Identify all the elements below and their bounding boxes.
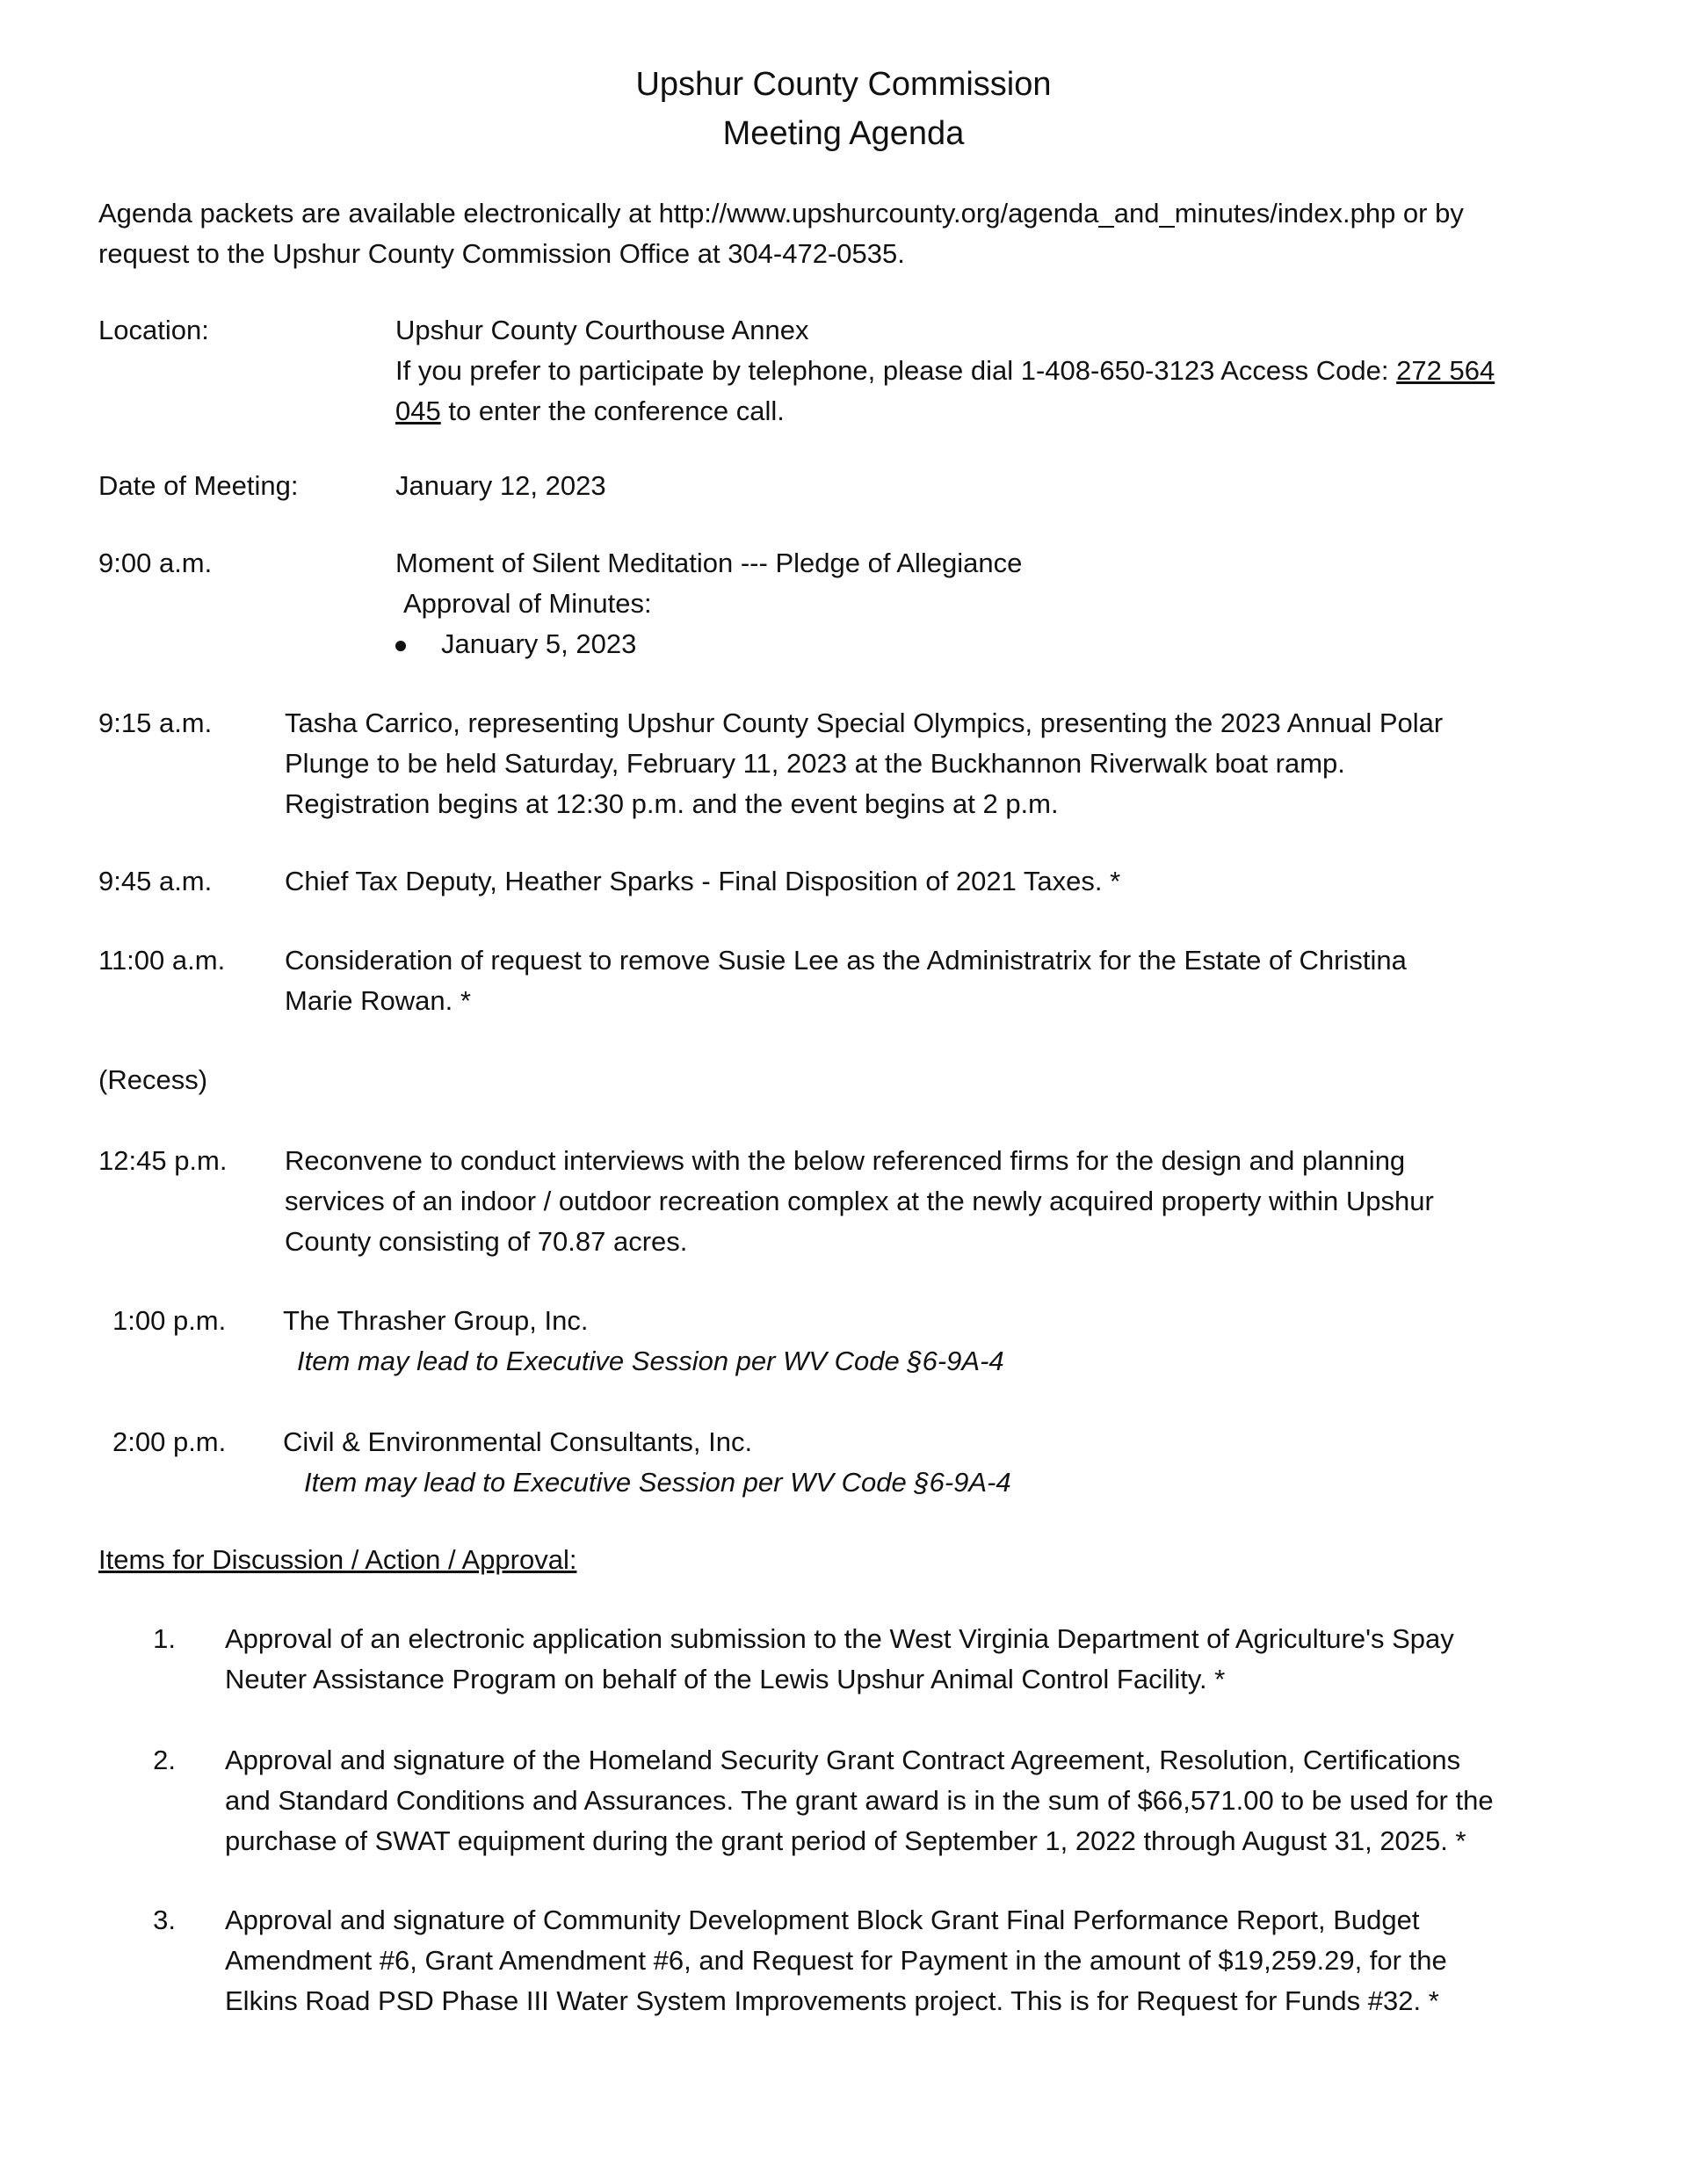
intro-paragraph [98, 193, 1592, 274]
agenda-time: 12:45 p.m. [98, 1145, 228, 1176]
intro-line-1: Agenda packets are available electronically at http://www.upshurcounty.org/agenda_and_minutes/index.php or by [98, 198, 1464, 229]
item-number: 1. [153, 1623, 176, 1654]
agenda-text [285, 940, 1603, 1021]
location-value [395, 310, 1608, 432]
agenda-text [283, 1422, 1601, 1503]
item-number: 3. [153, 1905, 176, 1935]
item-line: Approval and signature of the Homeland Security Grant Contract Agreement, Resolution, Certifications [225, 1745, 1461, 1775]
agenda-item-100 [98, 1301, 1592, 1382]
discussion-heading: Items for Discussion / Action / Approval: [98, 1544, 577, 1575]
bullet-icon [395, 641, 406, 651]
firm-name: Civil & Environmental Consultants, Inc. [283, 1426, 753, 1457]
location-line-2 [395, 351, 1608, 391]
minutes-bullet-item [395, 624, 1608, 664]
item-line: Approval of an electronic application submission to the West Virginia Department of Agriculture's Spay [225, 1623, 1454, 1654]
item-line: Elkins Road PSD Phase III Water System Improvements project. This is for Request for Funds #32. * [225, 1985, 1439, 2016]
location-row [98, 310, 1592, 433]
item-text [225, 1900, 1687, 2021]
item-line: purchase of SWAT equipment during the grant period of September 1, 2022 through August 31, 2025. * [225, 1825, 1466, 1856]
agenda-time: 2:00 p.m. [112, 1426, 227, 1457]
agenda-time: 9:15 a.m. [98, 707, 213, 738]
location-line-1: Upshur County Courthouse Annex [395, 315, 809, 345]
recess-label: (Recess) [98, 1064, 208, 1095]
agenda-time: 9:00 a.m. [98, 548, 213, 578]
agenda-text [283, 1301, 1601, 1382]
agenda-line: Moment of Silent Meditation --- Pledge of Allegiance [395, 548, 1023, 578]
discussion-item-1 [127, 1619, 1620, 1700]
agenda-line: services of an indoor / outdoor recreation complex at the newly acquired property within Upshur [285, 1186, 1434, 1216]
agenda-line: County consisting of 70.87 acres. [285, 1226, 688, 1257]
agenda-time: 9:45 a.m. [98, 866, 213, 896]
agenda-item-200 [98, 1422, 1592, 1503]
discussion-item-3 [127, 1900, 1620, 2023]
date-label: Date of Meeting: [98, 470, 299, 501]
agenda-text [285, 703, 1603, 824]
agenda-line: Plunge to be held Saturday, February 11, 2023 at the Buckhannon Riverwalk boat ramp. [285, 748, 1345, 779]
executive-session-note: Item may lead to Executive Session per WV Code §6-9A-4 [297, 1346, 1004, 1376]
agenda-text [395, 543, 1608, 664]
firm-name: The Thrasher Group, Inc. [283, 1305, 589, 1336]
location-line-3 [395, 391, 1608, 432]
item-text [225, 1740, 1687, 1861]
agenda-text: Chief Tax Deputy, Heather Sparks - Final Disposition of 2021 Taxes. * [285, 866, 1121, 896]
phone-text: If you prefer to participate by telephone, please dial 1-408-650-3123 Access Code: [395, 355, 1397, 386]
agenda-item-900 [98, 543, 1592, 666]
item-line: Approval and signature of Community Development Block Grant Final Performance Report, Budget [225, 1905, 1420, 1935]
approval-of-minutes-label: Approval of Minutes: [403, 588, 652, 619]
agenda-item-1245 [98, 1141, 1592, 1264]
agenda-line: Consideration of request to remove Susie Lee as the Administratrix for the Estate of Christina [285, 945, 1407, 976]
item-text [225, 1619, 1687, 1700]
page-title: Upshur County Commission [635, 66, 1052, 103]
item-number: 2. [153, 1745, 176, 1775]
conference-text: to enter the conference call. [440, 395, 785, 426]
agenda-time: 11:00 a.m. [98, 945, 226, 976]
intro-line-2: request to the Upshur County Commission Office at 304-472-0535. [98, 238, 905, 269]
agenda-text [285, 1141, 1603, 1262]
agenda-line: Registration begins at 12:30 p.m. and the event begins at 2 p.m. [285, 788, 1059, 819]
location-label: Location: [98, 315, 209, 345]
agenda-item-915 [98, 703, 1592, 826]
discussion-item-2 [127, 1740, 1620, 1863]
item-line: Neuter Assistance Program on behalf of the Lewis Upshur Animal Control Facility. * [225, 1664, 1226, 1694]
agenda-line: Tasha Carrico, representing Upshur County Special Olympics, presenting the 2023 Annual Polar [285, 707, 1444, 738]
item-line: Amendment #6, Grant Amendment #6, and Request for Payment in the amount of $19,259.29, for the [225, 1945, 1447, 1976]
access-code-part-2: 045 [395, 395, 441, 426]
executive-session-note: Item may lead to Executive Session per WV Code §6-9A-4 [304, 1467, 1011, 1498]
agenda-item-945 [98, 861, 1592, 902]
date-value: January 12, 2023 [395, 470, 606, 501]
date-row [98, 466, 1592, 506]
agenda-time: 1:00 p.m. [112, 1305, 227, 1336]
item-line: and Standard Conditions and Assurances. The grant award is in the sum of $66,571.00 to be used for the [225, 1785, 1494, 1816]
agenda-line: Marie Rowan. * [285, 985, 471, 1016]
page-subtitle: Meeting Agenda [722, 115, 965, 152]
minutes-date: January 5, 2023 [441, 628, 637, 659]
agenda-item-1100 [98, 940, 1592, 1021]
access-code-part-1: 272 564 [1396, 355, 1495, 386]
agenda-line: Reconvene to conduct interviews with the below referenced firms for the design and planning [285, 1145, 1406, 1176]
